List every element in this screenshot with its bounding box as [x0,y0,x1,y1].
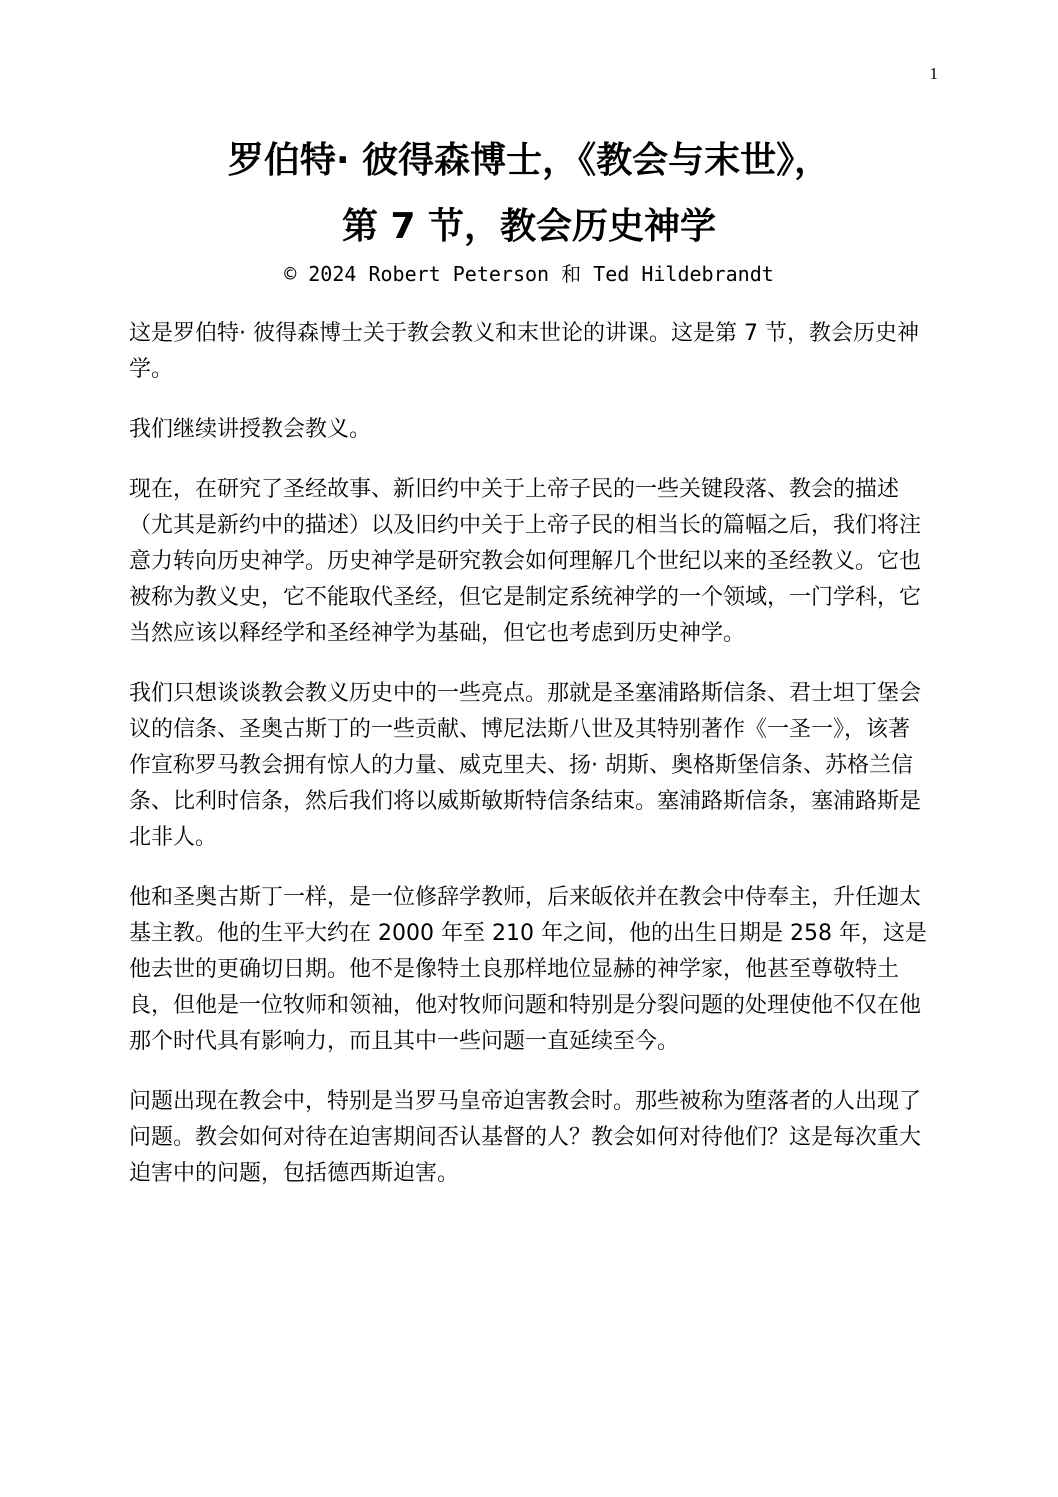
paragraph-highlights: 我们只想谈谈教会教义历史中的一些亮点。那就是圣塞浦路斯信条、君士坦丁堡会议的信条、圣奥古斯丁的一些贡献、博尼法斯八世及其特别著作《一圣一》，该著作宣称罗马教会拥有惊人的力量、威克里夫、扬· 胡斯、奥格斯堡信条、苏格兰信条、比利时信条，然后我们将以威斯敏斯特信条结束。塞浦路斯信条，塞浦路斯是北非人。 [129,681,922,850]
document-title-line-2: 第 7 节，教会历史神学 [341,206,717,247]
paragraph-intro: 这是罗伯特· 彼得森博士关于教会教义和末世论的讲课。这是第 7 节，教会历史神学。 [129,321,919,382]
paragraph-persecution: 问题出现在教会中，特别是当罗马皇帝迫害教会时。那些被称为堕落者的人出现了问题。教会如何对待在迫害期间否认基督的人？教会如何对待他们？这是每次重大迫害中的问题，包括德西斯迫害。 [129,1089,922,1186]
page-number: 1 [929,64,938,83]
document-title-line-1: 罗伯特· 彼得森博士，《教会与末世》， [227,140,831,181]
paragraph-cyprian: 他和圣奥古斯丁一样，是一位修辞学教师，后来皈依并在教会中侍奉主，升任迦太基主教。他的生平大约在 2000 年至 210 年之间，他的出生日期是 258 年，这是他去世的更确切日期。他不是像特土良那样地位显赫的神学家，他甚至尊敬特土良，但他是一位牧师和领袖，他对牧师问题和特别是分裂问题的处理使他不仅在他那个时代具有影响力，而且其中一些问题一直延续至今。 [129,885,927,1054]
paragraph-historical-theology: 现在，在研究了圣经故事、新旧约中关于上帝子民的一些关键段落、教会的描述（尤其是新约中的描述）以及旧约中关于上帝子民的相当长的篇幅之后，我们将注意力转向历史神学。历史神学是研究教会如何理解几个世纪以来的圣经教义。它也被称为教义史，它不能取代圣经，但它是制定系统神学的一个领域，一门学科，它当然应该以释经学和圣经神学为基础，但它也考虑到历史神学。 [129,477,922,646]
document-body [129,316,929,1216]
copyright-notice: © 2024 Robert Peterson 和 Ted Hildebrandt [284,262,774,286]
paragraph-continue: 我们继续讲授教会教义。 [129,417,372,442]
